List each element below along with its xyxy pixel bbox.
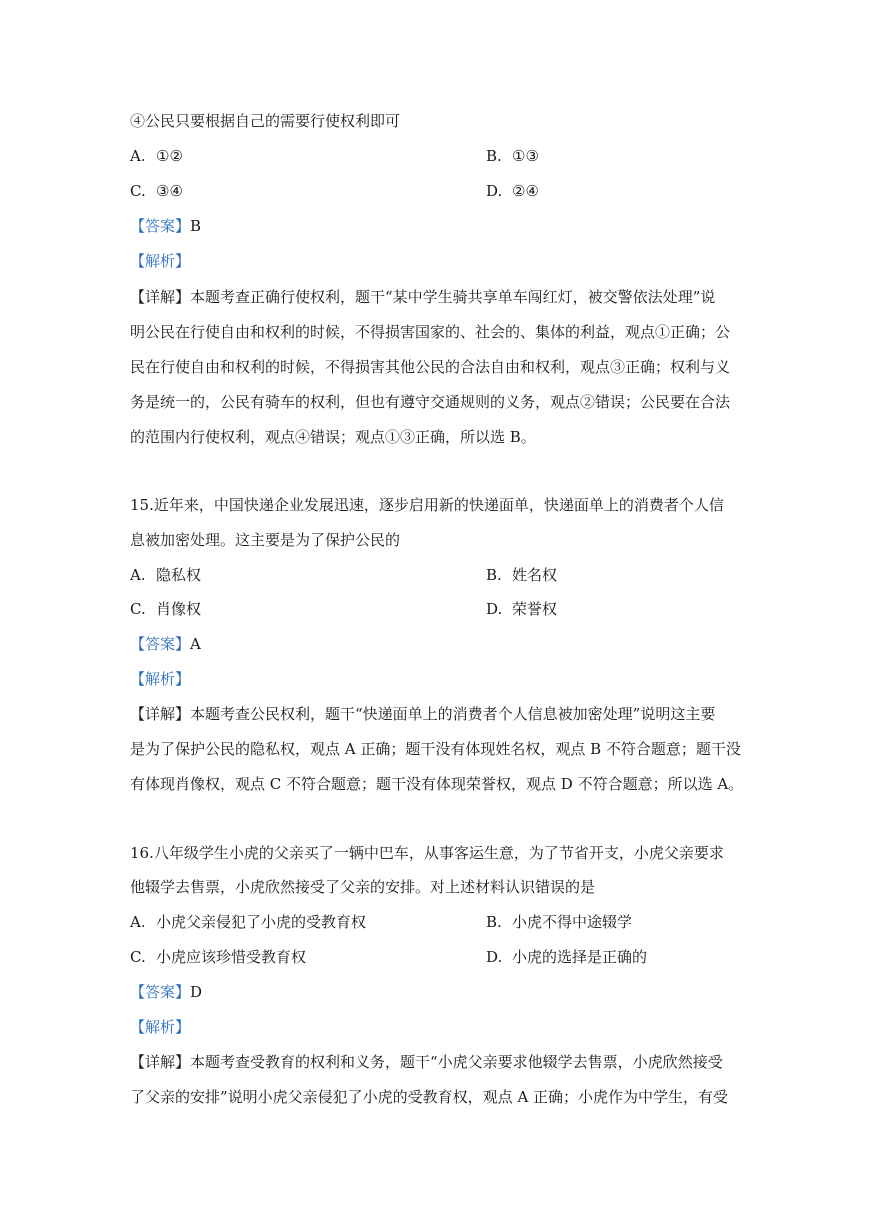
option-text: 小虎父亲侵犯了小虎的受教育权 [156,913,367,931]
q15-detail-line-2: 是为了保护公民的隐私权，观点 A 正确；题干没有体现姓名权，观点 B 不符合题意；题干没 [130,740,741,758]
q15-analysis-heading [130,669,742,689]
q14-analysis-heading [130,251,742,271]
q14-detail-line-5: 的范围内行使权利，观点④错误；观点①③正确，所以选 B。 [130,428,536,446]
option-letter: C. [130,948,146,966]
option-letter: B. [486,147,502,165]
q14-detail-line-3: 民在行使自由和权利的时候，不得损害其他公民的合法自由和权利，观点③正确；权利与义 [130,358,731,376]
option-letter: A. [130,147,146,165]
option-text: 小虎应该珍惜受教育权 [156,948,307,966]
q15-option-a[interactable] [130,565,201,585]
option-letter: C. [130,600,146,618]
q16-detail-line-1 [130,1052,742,1072]
option-text: ③④ [156,182,183,200]
option-text: ①② [156,147,183,165]
analysis-label: 【解析】 [130,252,191,270]
analysis-label: 【解析】 [130,1018,191,1036]
answer-label: 【答案】 [130,983,191,1001]
q14-detail-line-4: 务是统一的，公民有骑车的权利，但也有遵守交通规则的义务，观点②错误；公民要在合法 [130,393,731,411]
option-text: 小虎的选择是正确的 [512,948,648,966]
option-letter: D. [486,948,503,966]
q16-option-c[interactable] [130,947,306,967]
detail-label: 【详解】 [130,288,191,306]
q15-option-c[interactable] [130,599,201,619]
q15-detail-line-1 [130,704,742,724]
analysis-label: 【解析】 [130,670,191,688]
q16-option-b[interactable] [486,912,632,932]
q16-option-a[interactable] [130,912,366,932]
q16-option-d[interactable] [486,947,647,967]
answer-value: B [190,217,202,235]
option-letter: C. [130,182,146,200]
option-text: 姓名权 [512,566,558,584]
q16-detail-line-2: 了父亲的安排”说明小虎父亲侵犯了小虎的受教育权，观点 A 正确；小虎作为中学生，有受 [130,1088,729,1106]
q16-analysis-heading [130,1017,742,1037]
answer-label: 【答案】 [130,217,191,235]
option-letter: B. [486,913,502,931]
q15-stem-line-1: 15.近年来，中国快递企业发展迅速，逐步启用新的快递面单，快递面单上的消费者个人信 [130,496,724,514]
q15-option-d[interactable] [486,599,557,619]
option-text: ②④ [512,182,539,200]
detail-label: 【详解】 [130,705,191,723]
q16-stem-line-2: 他辍学去售票，小虎欣然接受了父亲的安排。对上述材料认识错误的是 [130,878,596,896]
q14-detail-line-1 [130,287,742,307]
option-letter: A. [130,913,146,931]
answer-value: A [190,635,201,653]
q16-stem-line-1: 16.八年级学生小虎的父亲买了一辆中巴车，从事客运生意，为了节省开支，小虎父亲要求 [130,844,724,862]
option-letter: D. [486,600,503,618]
q15-detail-line-3: 有体现肖像权，观点 C 不符合题意；题干没有体现荣誉权，观点 D 不符合题意；所以选 A。 [130,775,744,793]
q14-answer [130,216,742,236]
detail-label: 【详解】 [130,1053,191,1071]
detail-text: 本题考查受教育的权利和义务，题干“小虎父亲要求他辍学去售票，小虎欣然接受 [190,1053,723,1071]
q14-stem-tail: ④公民只要根据自己的需要行使权利即可 [130,112,401,130]
option-letter: A. [130,566,146,584]
option-text: ①③ [512,147,539,165]
option-text: 荣誉权 [512,600,558,618]
q14-option-b[interactable] [486,146,539,166]
q15-option-b[interactable] [486,565,557,585]
q14-option-d[interactable] [486,181,539,201]
option-letter: D. [486,182,503,200]
option-text: 小虎不得中途辍学 [512,913,633,931]
detail-text: 本题考查公民权利，题干“快递面单上的消费者个人信息被加密处理”说明这主要 [190,705,716,723]
detail-text: 本题考查正确行使权利，题干“某中学生骑共享单车闯红灯，被交警依法处理”说 [190,288,716,306]
q15-answer [130,634,742,654]
answer-label: 【答案】 [130,635,191,653]
option-letter: B. [486,566,502,584]
option-text: 肖像权 [156,600,202,618]
q15-stem-line-2: 息被加密处理。这主要是为了保护公民的 [130,531,401,549]
q14-option-a[interactable] [130,146,183,166]
q14-option-c[interactable] [130,181,183,201]
q14-detail-line-2: 明公民在行使自由和权利的时候，不得损害国家的、社会的、集体的利益，观点①正确；公 [130,323,731,341]
answer-value: D [190,983,203,1001]
option-text: 隐私权 [156,566,202,584]
q16-answer [130,982,742,1002]
